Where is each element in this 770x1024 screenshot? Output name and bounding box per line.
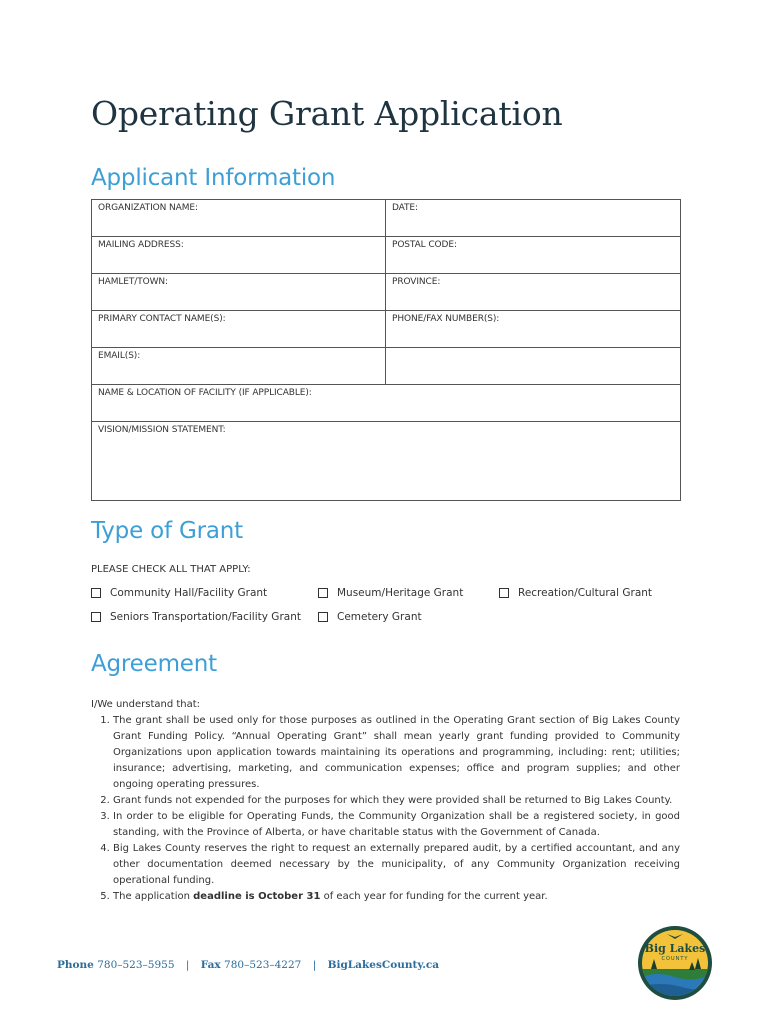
agreement-list xyxy=(91,713,680,905)
mailing-address-field[interactable]: MAILING ADDRESS: xyxy=(92,237,386,274)
deadline-text-pre: The application xyxy=(113,891,194,902)
page-title: Operating Grant Application xyxy=(91,94,563,133)
checkbox-square-icon[interactable] xyxy=(318,588,328,598)
table-row xyxy=(92,200,681,237)
table-row xyxy=(92,274,681,311)
fax-label: Fax xyxy=(200,959,221,971)
checkbox-square-icon[interactable] xyxy=(91,612,101,622)
list-item: 3. In order to be eligible for Operating Funds, the Community Organization shall be a registered society, in good standing, with the Province of Alberta, or have charitable status with the Government of Canada. xyxy=(113,809,680,841)
table-row xyxy=(92,348,681,385)
primary-contact-field[interactable]: PRIMARY CONTACT NAME(S): xyxy=(92,311,386,348)
checkbox-label: Museum/Heritage Grant xyxy=(337,587,464,599)
province-field[interactable]: PROVINCE: xyxy=(386,274,681,311)
date-field[interactable]: DATE: xyxy=(386,200,681,237)
applicant-information-heading: Applicant Information xyxy=(91,165,336,191)
type-of-grant-heading: Type of Grant xyxy=(91,518,243,544)
footer-separator: | xyxy=(312,959,317,971)
list-item: 2. Grant funds not expended for the purposes for which they were provided shall be returned to Big Lakes County. xyxy=(113,793,680,809)
fax-number: 780–523–4227 xyxy=(224,959,302,971)
facility-field[interactable]: NAME & LOCATION OF FACILITY (IF APPLICABLE): xyxy=(92,385,681,422)
logo-wordmark: Big Lakes xyxy=(644,942,706,955)
phone-number: 780–523–5955 xyxy=(97,959,175,971)
checkbox-label: Recreation/Cultural Grant xyxy=(518,587,653,599)
website-link[interactable]: BigLakesCounty.ca xyxy=(327,959,440,971)
applicant-form-table xyxy=(91,199,681,501)
checkbox-square-icon[interactable] xyxy=(318,612,328,622)
list-item: 4. Big Lakes County reserves the right to request an externally prepared audit, by a certified accountant, and any other documentation deemed necessary by the municipality, of any Community Organization receiving operational funding. xyxy=(113,841,680,889)
agreement-heading: Agreement xyxy=(91,651,217,677)
checkbox-label: Cemetery Grant xyxy=(337,611,422,623)
table-row xyxy=(92,237,681,274)
postal-code-field[interactable]: POSTAL CODE: xyxy=(386,237,681,274)
phone-fax-field[interactable]: PHONE/FAX NUMBER(S): xyxy=(386,311,681,348)
cemetery-checkbox[interactable] xyxy=(318,611,422,623)
table-row xyxy=(92,311,681,348)
footer-contact xyxy=(57,959,439,971)
checkbox-square-icon[interactable] xyxy=(499,588,509,598)
logo-county-text: COUNTY xyxy=(661,956,689,962)
phone-label: Phone xyxy=(57,959,94,971)
list-item xyxy=(113,889,680,905)
hamlet-town-field[interactable]: HAMLET/TOWN: xyxy=(92,274,386,311)
seniors-transportation-checkbox[interactable] xyxy=(91,611,301,623)
agreement-intro: I/We understand that: xyxy=(91,699,201,710)
empty-cell[interactable] xyxy=(386,348,681,385)
recreation-cultural-checkbox[interactable] xyxy=(499,587,652,599)
list-item: 1. The grant shall be used only for those purposes as outlined in the Operating Grant section of Big Lakes County Grant Funding Policy. “Annual Operating Grant” shall mean yearly grant funding provided to Community Organizations upon application towards maintaining its operations and programming, including: rent; utilities; insurance; advertising, marketing, and communication expenses; office and program supplies; and other ongoing operating pressures. xyxy=(113,713,680,793)
vision-mission-field[interactable]: VISION/MISSION STATEMENT: xyxy=(92,422,681,501)
big-lakes-county-logo xyxy=(637,925,713,1001)
organization-name-field[interactable]: ORGANIZATION NAME: xyxy=(92,200,386,237)
deadline-text: deadline is October 31 xyxy=(193,891,321,902)
museum-heritage-checkbox[interactable] xyxy=(318,587,463,599)
deadline-text-post: of each year for funding for the current year. xyxy=(320,891,548,902)
table-row xyxy=(92,385,681,422)
footer-separator: | xyxy=(185,959,190,971)
checkbox-label: Seniors Transportation/Facility Grant xyxy=(110,611,301,623)
checkbox-label: Community Hall/Facility Grant xyxy=(110,587,268,599)
check-instruction: PLEASE CHECK ALL THAT APPLY: xyxy=(91,564,251,575)
checkbox-square-icon[interactable] xyxy=(91,588,101,598)
email-field[interactable]: EMAIL(S): xyxy=(92,348,386,385)
table-row xyxy=(92,422,681,501)
agreement-body xyxy=(91,697,680,905)
community-hall-checkbox[interactable] xyxy=(91,587,267,599)
